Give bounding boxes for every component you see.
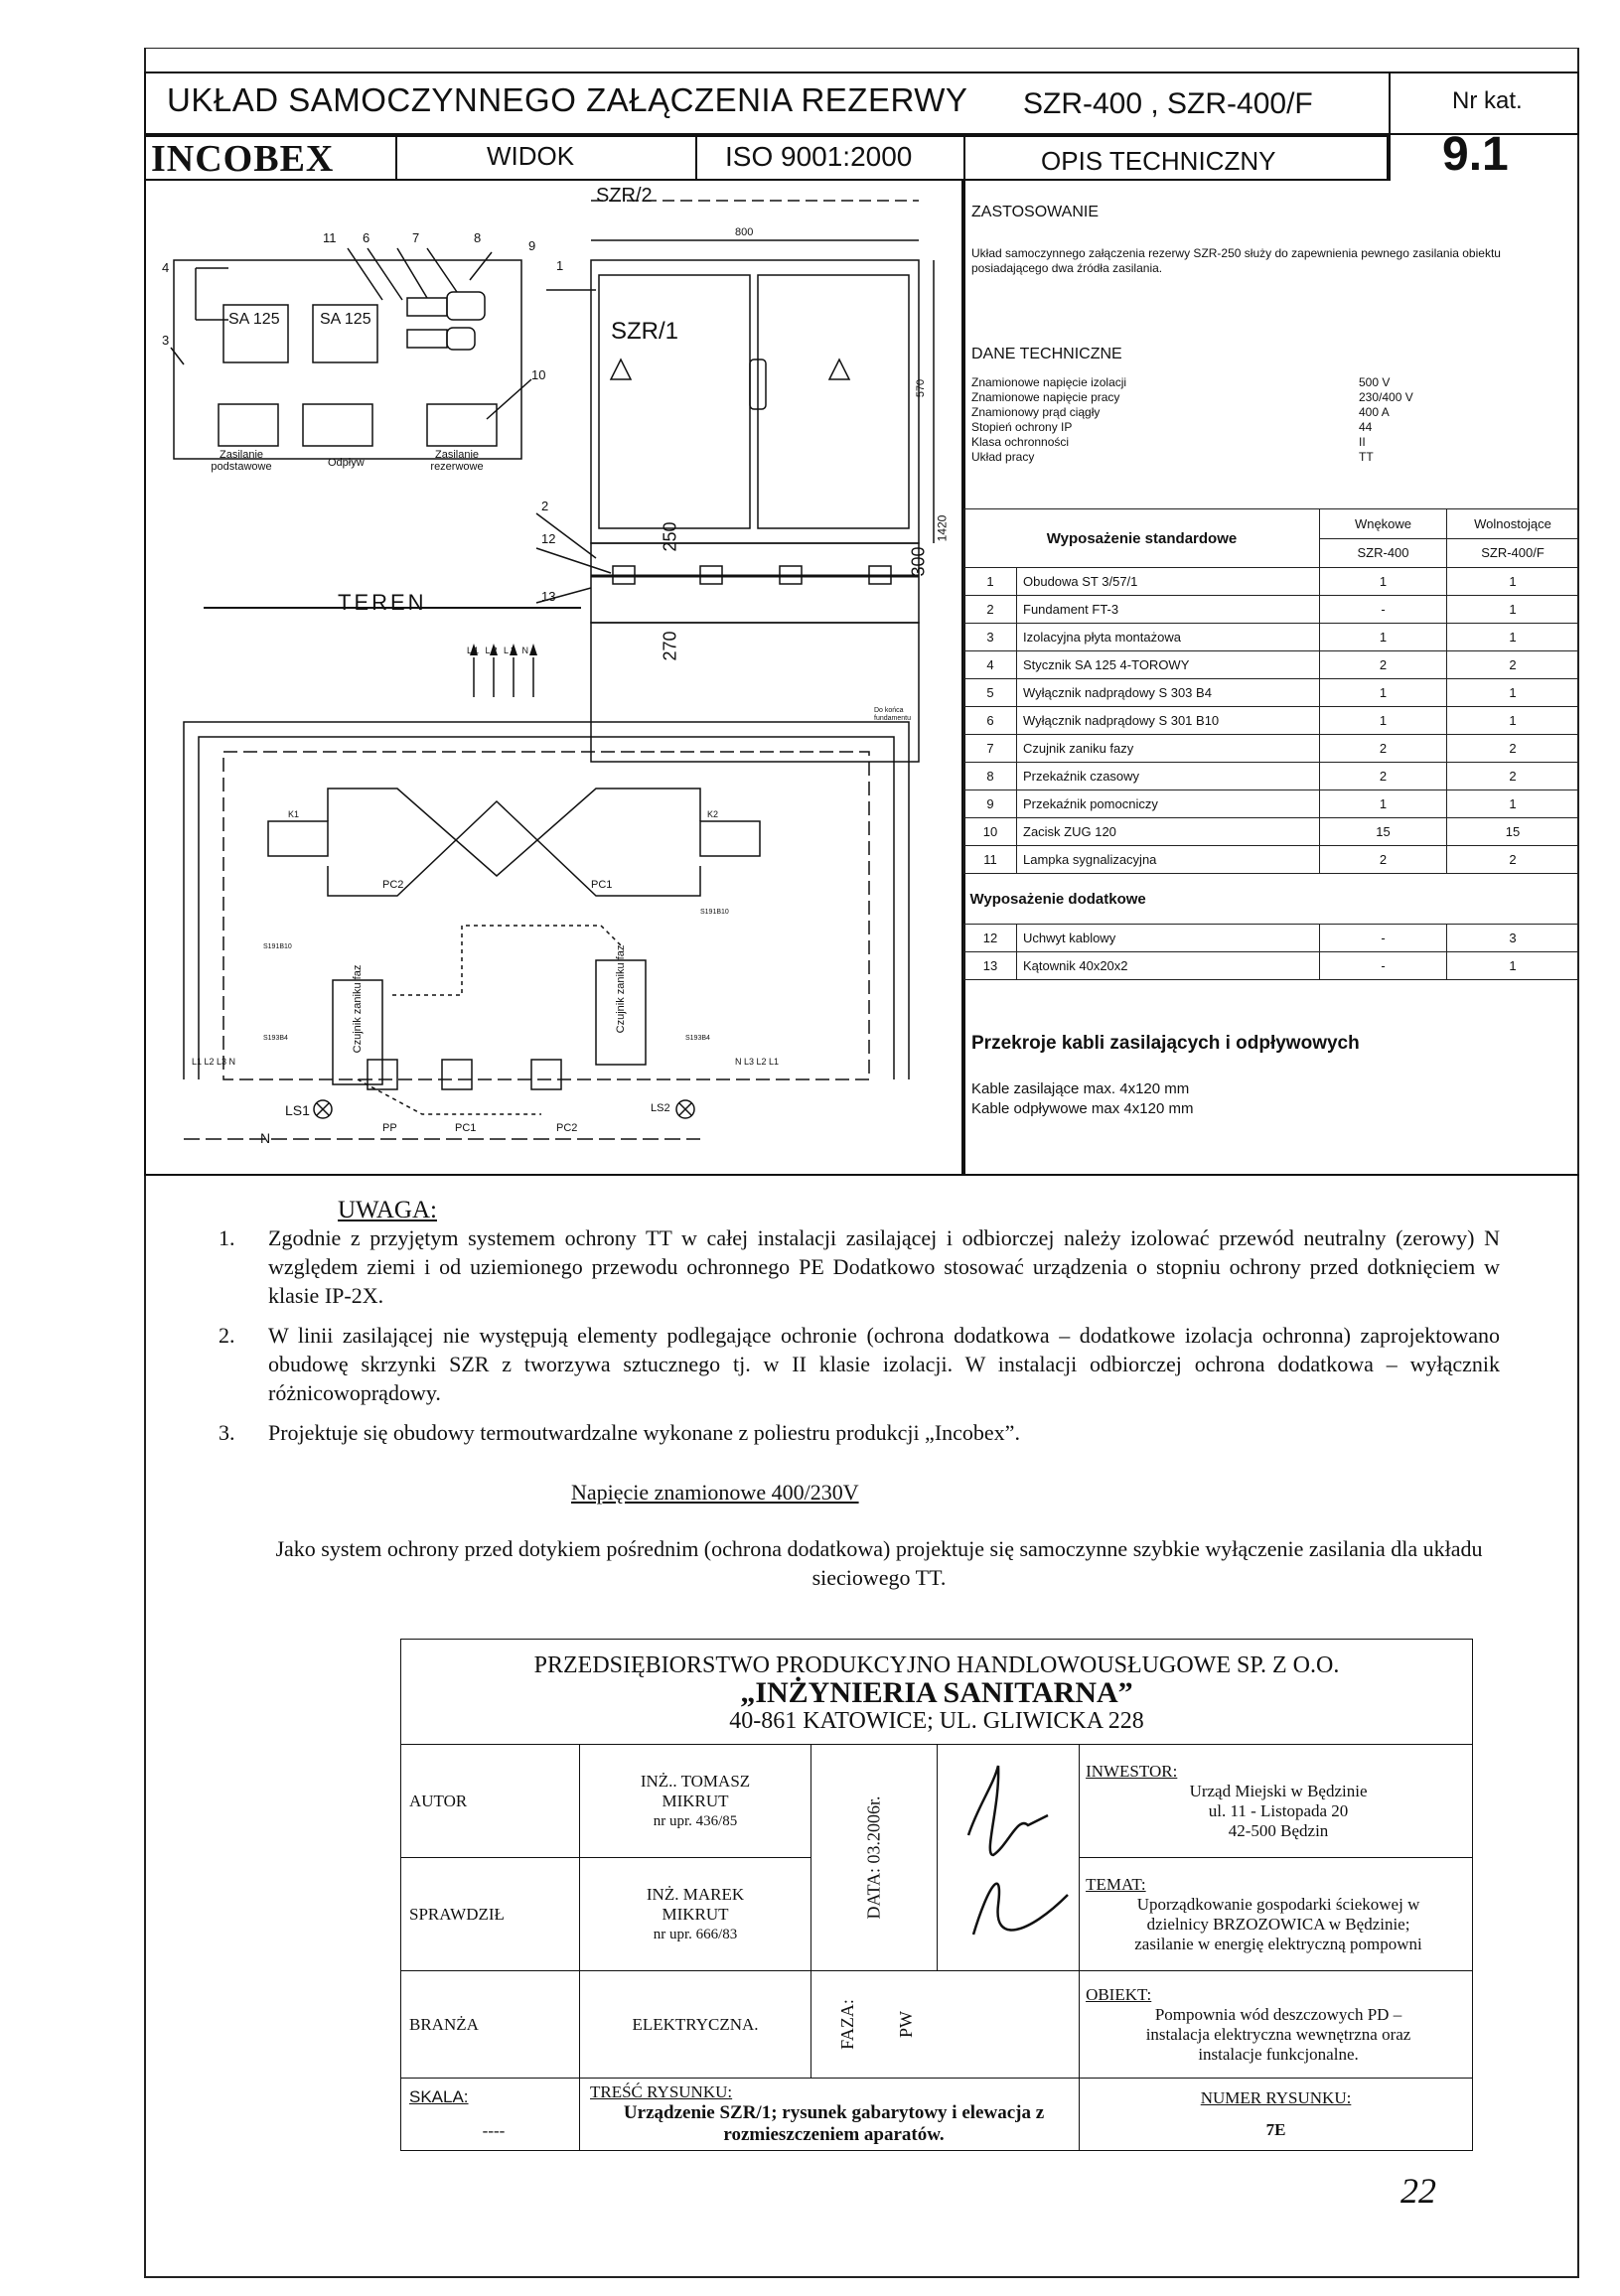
callout-12: 12 [541,531,556,546]
dane-value: II [1359,435,1366,449]
table-row [964,763,1579,790]
row-no: 8 [964,763,1017,790]
company-line-3: 40-861 KATOWICE; UL. GLIWICKA 228 [729,1708,1144,1734]
przekroje-heading: Przekroje kabli zasilających i odpływowych [971,1033,1360,1054]
uwaga-item-1-text: Zgodnie z przyjętym systemem ochrony TT w całej instalacji zasilającej i odbiorczej należy izolować przewód neutralny (zerowy) N względem ziemi i od uziemionego przewodu ochronnego PE Dodatkowo stosować urządzenia o stopniu ochrony przed dotknięciem w klasie IP-2X. [268,1225,1500,1308]
sprawdzil-cell [580,1858,811,1971]
branza-value: ELEKTRYCZNA. [580,1971,811,2079]
callout-1: 1 [556,258,564,273]
phases-left-label: L1 L2 L3 N [192,1057,236,1067]
sprawdzil-label: SPRAWDZIŁ [401,1858,580,1971]
row-no: 11 [964,846,1017,874]
zasilanie-rez-label: Zasilanie rezerwowe [430,449,484,473]
row-a: - [1320,952,1447,980]
row-a: 1 [1320,707,1447,735]
dane-row [971,435,1468,450]
page-number: 22 [1400,2171,1436,2211]
temat-line-1: Uporządkowanie gospodarki ściekowej w [1136,1894,1420,1914]
inwestor-cell [1080,1745,1473,1858]
callout-10: 10 [531,367,546,382]
numer-label: NUMER RYSUNKU: [1200,2088,1352,2107]
row-b: 1 [1447,679,1579,707]
uwaga-item-2-no: 2. [219,1323,235,1348]
faza-cell [811,1971,1080,2079]
model-label: SZR-400 , SZR-400/F [1023,87,1313,120]
sprawdzil-name-1: INŻ. MAREK [646,1884,745,1904]
company-line-1: PRZEDSIĘBIORSTWO PRODUKCYJNO HANDLOWOUSŁUGOWE SP. Z O.O. [533,1652,1340,1678]
pc1-bottom-label: PC1 [455,1122,477,1134]
row-a: 1 [1320,679,1447,707]
row-a: 2 [1320,846,1447,874]
row-b: 1 [1447,952,1579,980]
numer-cell [1080,2079,1473,2151]
autor-name-1: INŻ.. TOMASZ [640,1771,751,1791]
row-b: 3 [1447,925,1579,952]
pc2-bottom-label: PC2 [556,1122,578,1134]
table-header-row [964,509,1579,539]
row-name: Przekaźnik czasowy [1017,763,1320,790]
row-no: 3 [964,624,1017,651]
dane-row [971,420,1468,435]
sa125-label-1: SA 125 [228,311,280,328]
table-row [964,651,1579,679]
callout-13: 13 [541,589,556,604]
zastosowanie-text: Układ samoczynnego załączenia rezerwy SZR-250 służy do zapewnienia pewnego zasilania obiektu posiadającego dwa źródła zasilania. [971,246,1501,275]
branza-label: BRANŻA [401,1971,580,2079]
row-name: Kątownik 40x20x2 [1017,952,1320,980]
row-name: Zacisk ZUG 120 [1017,818,1320,846]
obiekt-line-2: instalacja elektryczna wewnętrzna oraz [1145,2024,1411,2044]
uwaga-item-1-no: 1. [219,1225,235,1250]
tresc-value: Urządzenie SZR/1; rysunek gabarytowy i elewacja z rozmieszczeniem aparatów. [623,2102,1045,2145]
czujnik-right-label: Czujnik zaniku faz [615,944,627,1034]
header-divider-1 [395,135,397,181]
s193b4-left-label: S193B4 [263,1035,288,1042]
obiekt-cell [1080,1971,1473,2079]
data-cell [811,1745,938,1971]
row-a: 15 [1320,818,1447,846]
dane-value: 44 [1359,420,1373,434]
pp-label: PP [382,1122,397,1134]
extra-heading: Wyposażenie dodatkowe [964,874,1579,925]
row-name: Przekaźnik pomocniczy [1017,790,1320,818]
row-no: 1 [964,568,1017,596]
row-b: 1 [1447,596,1579,624]
table-row [964,596,1579,624]
row-b: 1 [1447,790,1579,818]
row-a: 1 [1320,790,1447,818]
doc-title: UKŁAD SAMOCZYNNEGO ZAŁĄCZENIA REZERWY [167,81,968,118]
uwaga-item-2-text: W linii zasilającej nie występują elementy podlegające ochronie (ochrona dodatkowa – dodatkowe izolacja ochronna) zaprojektowano obudowę skrzynki SZR z tworzywa sztucznego tj. w II klasie izolacji. W instalacji odbiorczej ochrona dodatkowa – wyłącznik różnicowoprądowy. [268,1323,1500,1405]
przekroje-line-1: Kable zasilające max. 4x120 mm [971,1080,1190,1097]
odplyw-label: Odpływ [328,457,365,469]
dane-row [971,375,1468,390]
callout-2: 2 [541,499,549,513]
row-a: - [1320,596,1447,624]
row-b: 2 [1447,846,1579,874]
extra-heading-row [964,874,1579,925]
inwestor-line-1: Urząd Miejski w Będzinie [1189,1781,1368,1800]
szr2-label: SZR/2 [596,185,653,207]
company-line-2: „INŻYNIERIA SANITARNA” [740,1676,1133,1709]
skala-row [401,2079,1473,2151]
k1-label: K1 [288,809,300,819]
view-label: WIDOK [487,141,575,171]
do-konca-label: Do końca fundamentu [874,707,911,722]
przekroje-line-2: Kable odpływowe max 4x120 mm [971,1100,1194,1117]
temat-line-3: zasilanie w energię elektryczną pompowni [1134,1934,1422,1953]
row-name: Stycznik SA 125 4-TOROWY [1017,651,1320,679]
row-b: 2 [1447,651,1579,679]
obiekt-label: OBIEKT: [1086,1984,1152,2004]
company-cell [401,1640,1473,1745]
title-block [400,1639,1473,2151]
k2-label: K2 [707,809,719,819]
dane-value: TT [1359,450,1374,464]
dane-label: Układ pracy [971,450,1035,464]
sa125-label-2: SA 125 [320,311,371,328]
obiekt-line-3: instalacje funkcjonalne. [1198,2044,1359,2064]
autor-label: AUTOR [401,1745,580,1858]
temat-cell [1080,1858,1473,1971]
row-no: 9 [964,790,1017,818]
table-row [964,818,1579,846]
dim-1420: 1420 [935,514,950,542]
faza-label: FAZA: [836,1999,857,2050]
row-name: Czujnik zaniku fazy [1017,735,1320,763]
row-a: 1 [1320,624,1447,651]
autor-name-2: MIKRUT [662,1791,729,1810]
wyposazenie-heading: Wyposażenie standardowe [964,509,1320,568]
skala-label: SKALA: [409,2087,469,2106]
temat-line-2: dzielnicy BRZOZOWICA w Będzinie; [1146,1914,1410,1934]
row-no: 6 [964,707,1017,735]
row-name: Obudowa ST 3/57/1 [1017,568,1320,596]
dane-label: Znamionowe napięcie pracy [971,390,1120,404]
skala-value: ---- [482,2121,506,2140]
table-row [964,790,1579,818]
autor-row [401,1745,1473,1858]
autor-nr: nr upr. 436/85 [653,1812,738,1829]
row-name: Wyłącznik nadprądowy S 301 B10 [1017,707,1320,735]
zastosowanie-heading: ZASTOSOWANIE [971,204,1100,220]
table-row [964,624,1579,651]
row-name: Izolacyjna płyta montażowa [1017,624,1320,651]
sprawdzil-name-2: MIKRUT [662,1904,729,1924]
dane-table [971,375,1468,465]
row-no: 12 [964,925,1017,952]
dim-250: 250 [660,521,680,552]
s193b4-right-label: S193B4 [685,1035,710,1042]
uwaga-item-3-no: 3. [219,1420,235,1445]
brand-logo: INCOBEX [151,138,335,180]
row-b: 2 [1447,763,1579,790]
napiecie-label: Napięcie znamionowe 400/230V [571,1480,859,1505]
row-no: 7 [964,735,1017,763]
row-a: - [1320,925,1447,952]
sub-wnekowe: SZR-400 [1320,538,1447,568]
callout-11: 11 [323,230,337,245]
row-a: 2 [1320,735,1447,763]
dim-800: 800 [735,226,754,238]
dane-row [971,450,1468,465]
col-wolnostojace: Wolnostojące [1447,509,1579,539]
row-b: 1 [1447,707,1579,735]
pc2-label: PC2 [382,879,404,891]
row-name: Wyłącznik nadprądowy S 303 B4 [1017,679,1320,707]
s191b10-left-label: S191B10 [263,943,292,950]
signature-graphic [939,1746,1078,1964]
row-no: 2 [964,596,1017,624]
phases-top-label: L1 L2 L3 N [467,646,531,655]
callout-3: 3 [162,333,170,348]
col-wnekowe: Wnękowe [1320,509,1447,539]
row-b: 2 [1447,735,1579,763]
company-row [401,1640,1473,1745]
obiekt-line-1: Pompownia wód deszczowych PD – [1154,2004,1402,2024]
dim-270: 270 [660,631,680,661]
row-b: 1 [1447,568,1579,596]
sprawdzil-nr: nr upr. 666/83 [653,1926,738,1942]
s191b10-right-label: S191B10 [700,909,729,916]
szr1-label: SZR/1 [611,318,679,345]
row-no: 13 [964,952,1017,980]
uwaga-item-3-text: Projektuje się obudowy termoutwardzalne wykonane z poliestru produkcji „Incobex”. [268,1420,1020,1445]
header-divider-2 [695,135,697,181]
inwestor-line-2: ul. 11 - Listopada 20 [1208,1800,1349,1820]
ls1-label: LS1 [285,1102,310,1118]
inwestor-line-3: 42-500 Będzin [1228,1820,1329,1840]
row-name: Uchwyt kablowy [1017,925,1320,952]
tresc-label: TREŚĆ RYSUNKU: [590,2082,733,2101]
table-row [964,679,1579,707]
dane-value: 400 A [1359,405,1390,419]
temat-label: TEMAT: [1086,1874,1146,1894]
zasilanie-podst-label: Zasilanie podstawowe [211,449,272,473]
dane-row [971,405,1468,420]
table-row [964,707,1579,735]
wyposazenie-table [963,508,1579,980]
row-a: 1 [1320,568,1447,596]
dim-570: 570 [915,378,928,398]
row-no: 4 [964,651,1017,679]
table-row [964,735,1579,763]
autor-cell [580,1745,811,1858]
row-no: 5 [964,679,1017,707]
row-no: 10 [964,818,1017,846]
sub-wolnostojace: SZR-400/F [1447,538,1579,568]
callout-7: 7 [412,230,420,245]
row-b: 15 [1447,818,1579,846]
nr-kat-value: 9.1 [1442,128,1509,181]
callout-8: 8 [474,230,482,245]
system-text: Jako system ochrony przed dotykiem pośrednim (ochrona dodatkowa) projektuje się samoczynne szybkie wyłączenie zasilania dla układu sieciowego TT. [275,1536,1483,1590]
header-divider-3 [963,135,965,181]
skala-cell [401,2079,580,2151]
data-value: DATA: 03.2006r. [863,1795,884,1920]
teren-label: TEREN [338,590,427,615]
table-row [964,568,1579,596]
dim-300: 300 [908,546,929,577]
dane-label: Znamionowy prąd ciągły [971,405,1101,419]
row-b: 1 [1447,624,1579,651]
callout-4: 4 [162,260,170,275]
numer-value: 7E [1265,2120,1286,2139]
czujnik-left-label: Czujnik zaniku faz [352,964,364,1054]
tech-desc-label: OPIS TECHNICZNY [1041,146,1276,176]
dane-label: Klasa ochronności [971,435,1070,449]
table-row [964,952,1579,980]
callout-6: 6 [363,230,370,245]
dane-label: Stopień ochrony IP [971,420,1073,434]
nr-kat-label: Nr kat. [1452,87,1523,114]
branza-row [401,1971,1473,2079]
signature-cell [938,1745,1080,1971]
phases-right-label: N L3 L2 L1 [735,1057,780,1067]
dane-value: 230/400 V [1359,390,1413,404]
table-row [964,846,1579,874]
table-row [964,925,1579,952]
callout-9: 9 [528,238,536,253]
dane-row [971,390,1468,405]
row-name: Lampka sygnalizacyjna [1017,846,1320,874]
dane-heading: DANE TECHNICZNE [971,346,1122,362]
faza-wrap [812,1999,1078,2050]
tresc-cell [580,2079,1080,2151]
n-label: N [260,1130,271,1146]
dane-value: 500 V [1359,375,1391,389]
pc1-label: PC1 [591,879,613,891]
row-a: 2 [1320,763,1447,790]
row-name: Fundament FT-3 [1017,596,1320,624]
dane-label: Znamionowe napięcie izolacji [971,375,1127,389]
uwaga-heading: UWAGA: [338,1197,437,1223]
ls2-label: LS2 [651,1102,670,1114]
row-a: 2 [1320,651,1447,679]
technical-drawing [144,181,963,1176]
faza-value: PW [895,2011,916,2038]
iso-label: ISO 9001:2000 [725,141,913,172]
inwestor-label: INWESTOR: [1086,1761,1178,1781]
